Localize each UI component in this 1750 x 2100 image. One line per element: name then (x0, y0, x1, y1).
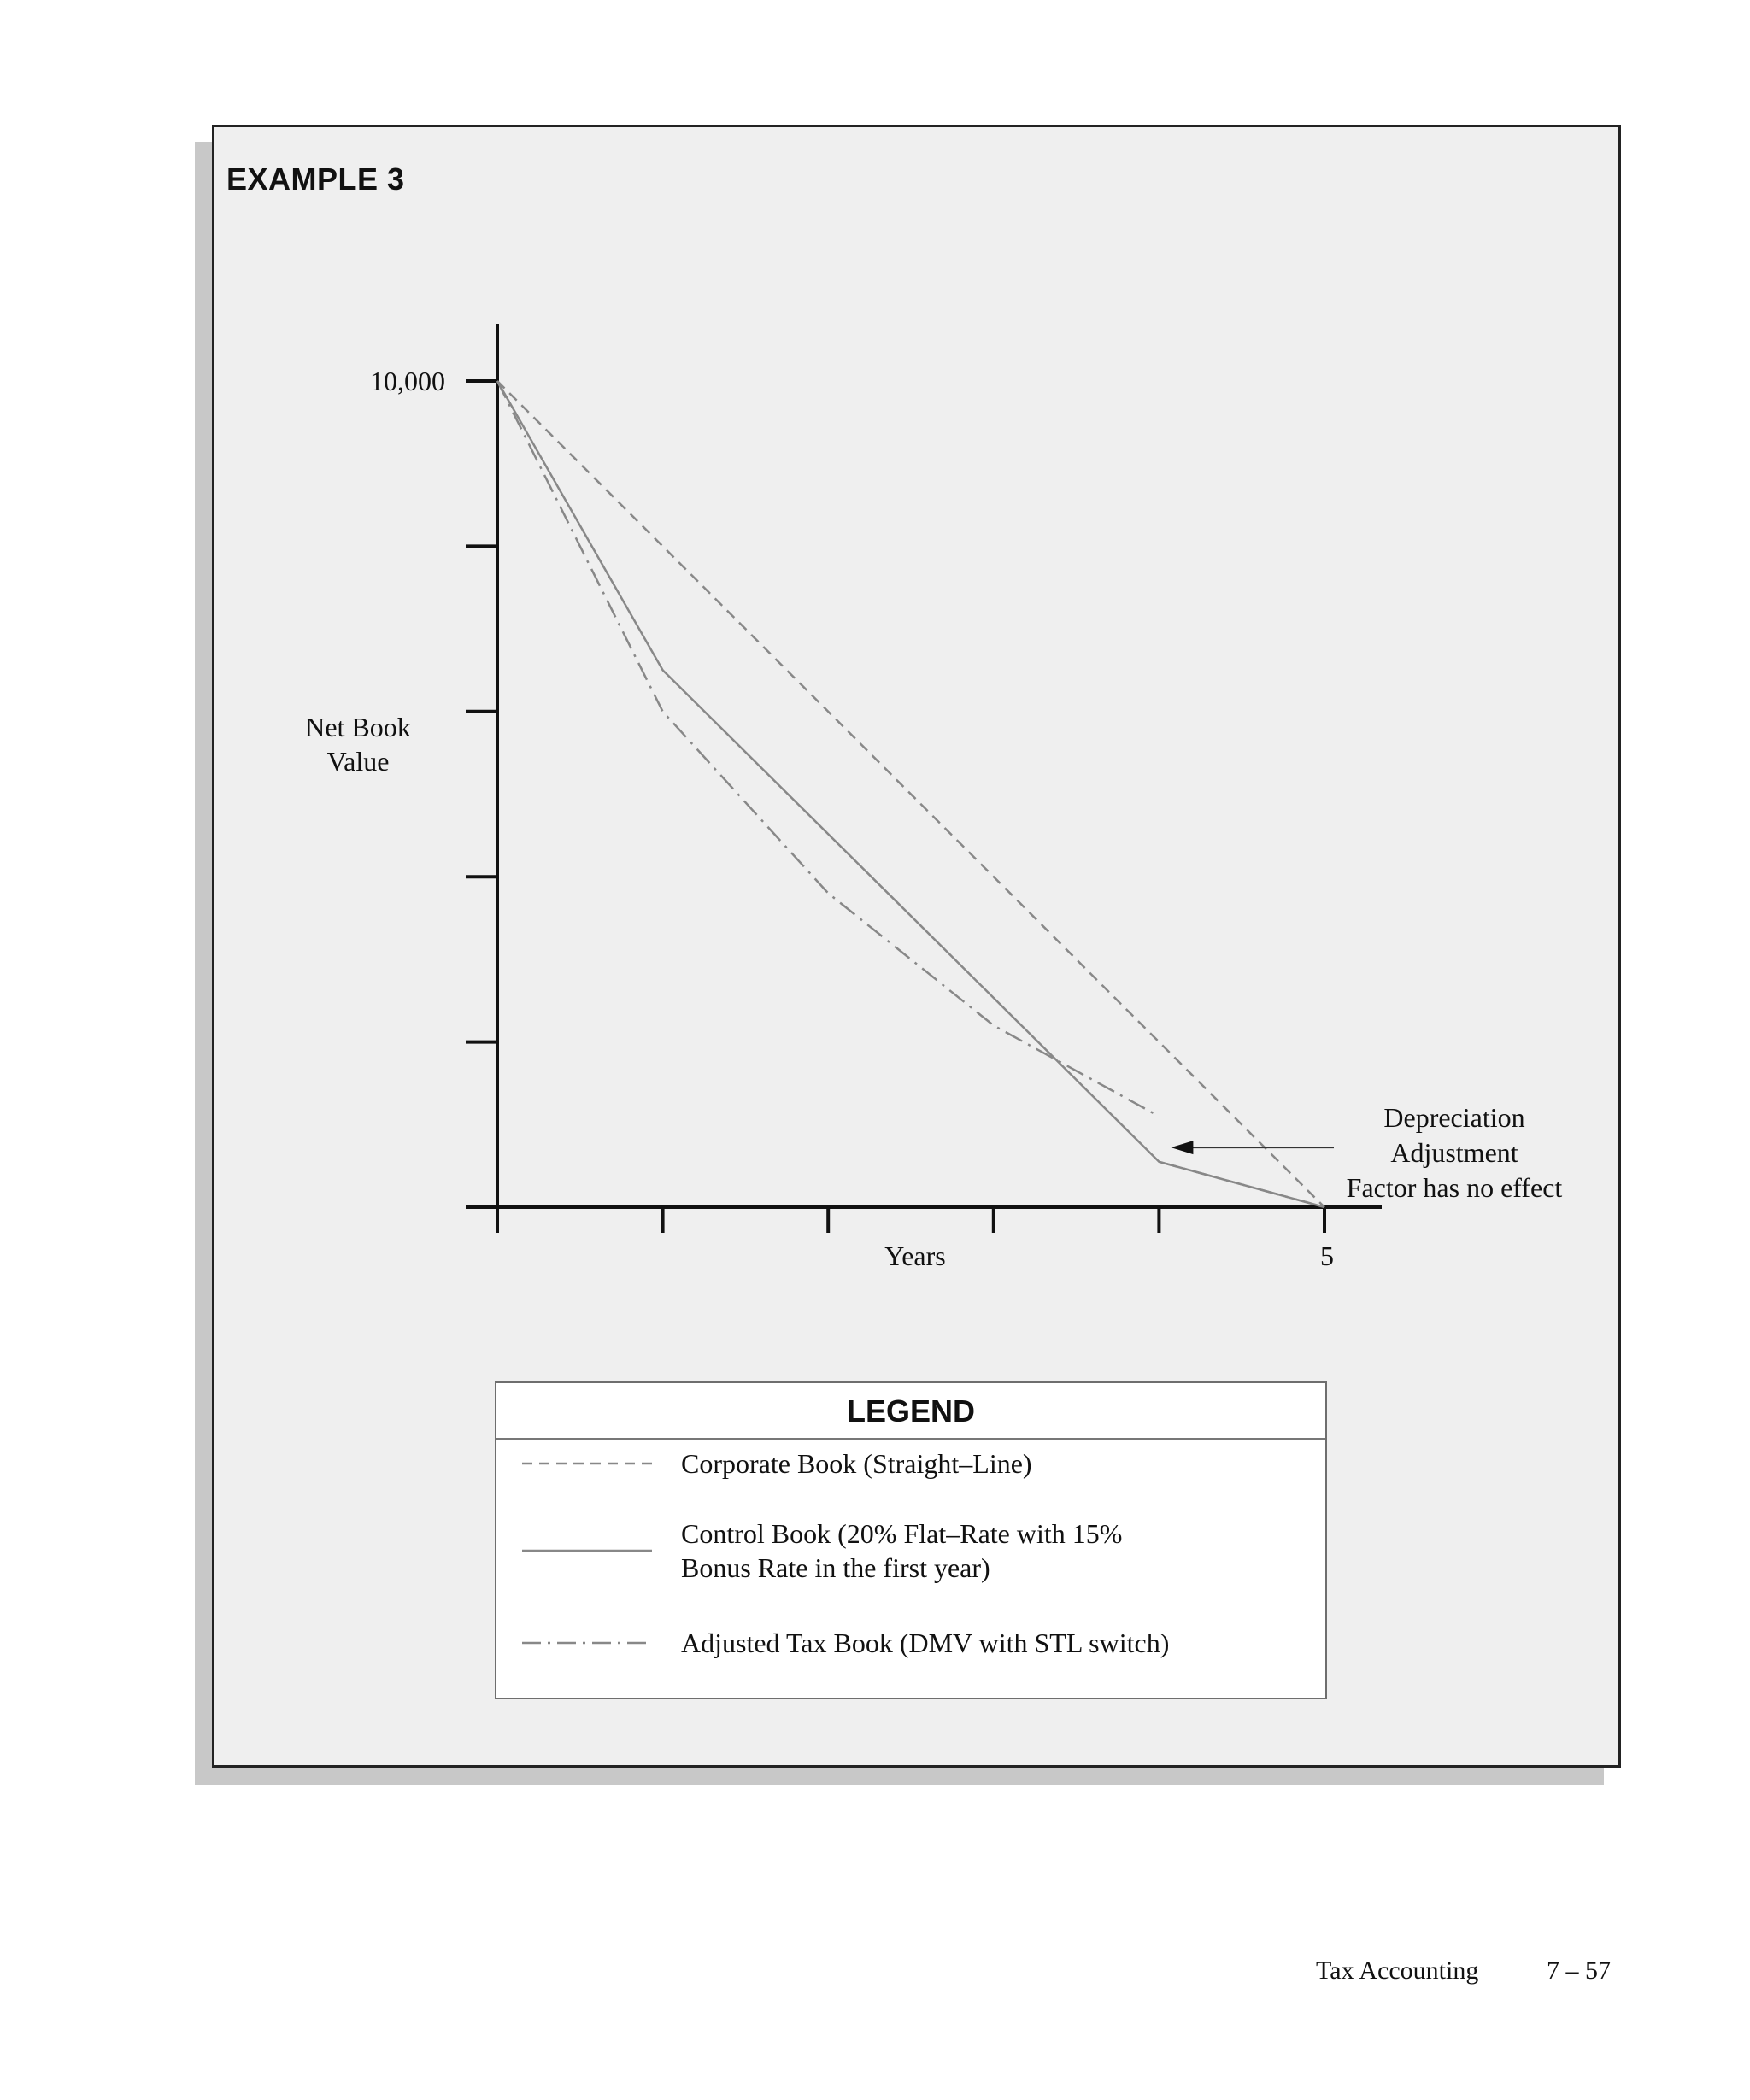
legend-label-line: Adjusted Tax Book (DMV with STL switch) (681, 1628, 1170, 1658)
legend-entry (496, 1626, 1325, 1660)
x-axis-label: Years (884, 1241, 946, 1271)
annotation-text: Adjustment (1390, 1137, 1518, 1168)
depreciation-annotation (1171, 1102, 1562, 1203)
legend-label-line: Bonus Rate in the first year) (681, 1552, 990, 1583)
chart-series (497, 381, 1324, 1207)
legend-title: LEGEND (496, 1383, 1325, 1440)
legend-box (495, 1381, 1327, 1699)
series-line-0 (497, 381, 1324, 1207)
example-title: EXAMPLE 3 (226, 161, 405, 197)
y-tick-label: 10,000 (370, 366, 445, 396)
legend-entry (496, 1516, 1325, 1585)
series-line-3 (1159, 1162, 1324, 1207)
example-panel (212, 125, 1621, 1768)
legend-label (681, 1516, 1279, 1585)
series-line-2 (497, 381, 1159, 1117)
legend-label (681, 1446, 1279, 1481)
legend-label-line: Corporate Book (Straight–Line) (681, 1448, 1032, 1479)
legend-entry (496, 1446, 1325, 1481)
legend-label (681, 1626, 1279, 1660)
chart-labels (305, 366, 1334, 1271)
x-tick-label: 5 (1320, 1241, 1334, 1271)
legend-line-sample (522, 1546, 652, 1555)
legend-line-sample (522, 1639, 652, 1647)
y-axis-label: Value (326, 746, 390, 777)
chart-axes (466, 324, 1382, 1207)
annotation-text: Factor has no effect (1346, 1172, 1563, 1203)
legend-label-line: Control Book (20% Flat–Rate with 15% (681, 1518, 1123, 1549)
footer-page-number: 7 – 57 (1547, 1956, 1611, 1985)
annotation-text: Depreciation (1383, 1102, 1525, 1133)
y-axis-label: Net Book (305, 712, 411, 742)
annotation-arrowhead (1171, 1141, 1193, 1154)
chart-ticks (466, 381, 1324, 1233)
footer-title: Tax Accounting (1316, 1956, 1479, 1985)
legend-line-sample (522, 1459, 652, 1468)
